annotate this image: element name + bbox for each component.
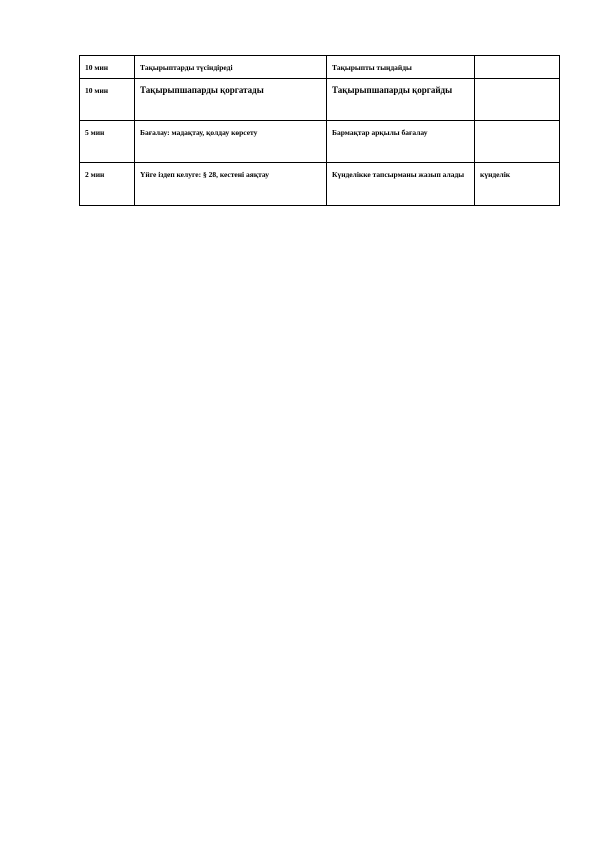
table-row (80, 56, 560, 79)
student-activity-cell: Тақырыпты тыңдайды (327, 56, 475, 79)
student-activity-cell: Бармақтар арқылы бағалау (327, 121, 475, 163)
time-cell: 10 мин (80, 79, 135, 121)
teacher-activity-cell: Бағалау: мадақтау, қолдау көрсету (135, 121, 327, 163)
table-row (80, 121, 560, 163)
resources-cell (475, 121, 560, 163)
teacher-activity-cell: Үйге іздеп келуге: § 28, кестені аяқтау (135, 163, 327, 206)
table-row (80, 79, 560, 121)
lesson-plan-table (79, 55, 560, 206)
student-activity-cell: Күнделікке тапсырманы жазып алады (327, 163, 475, 206)
resources-cell: күнделік (475, 163, 560, 206)
resources-cell (475, 79, 560, 121)
time-cell: 5 мин (80, 121, 135, 163)
resources-cell (475, 56, 560, 79)
student-activity-cell: Тақырыпшапарды қоргайды (327, 79, 475, 121)
time-cell: 10 мин (80, 56, 135, 79)
teacher-activity-cell: Тақырыптарды түсіндіреді (135, 56, 327, 79)
teacher-activity-cell: Тақырыпшапарды қоргатады (135, 79, 327, 121)
table-row (80, 163, 560, 206)
time-cell: 2 мин (80, 163, 135, 206)
